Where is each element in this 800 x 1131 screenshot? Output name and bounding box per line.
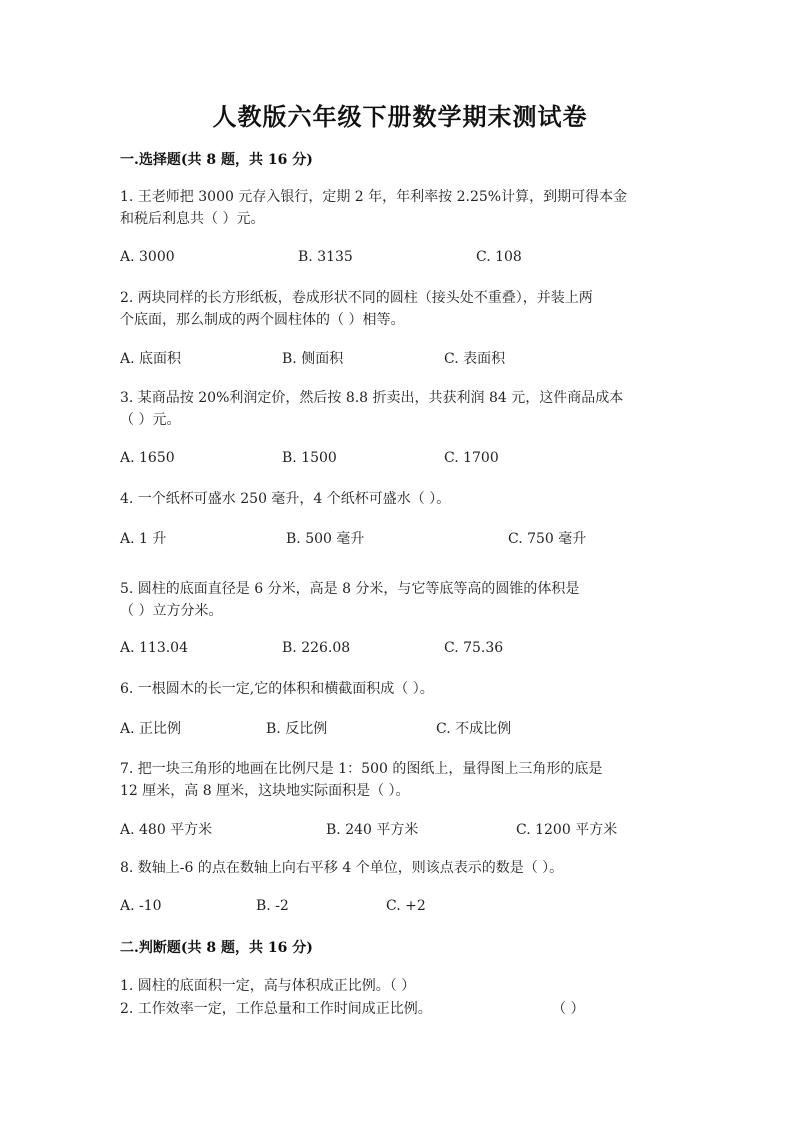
question-4-option-b: B. 500 毫升: [286, 531, 365, 547]
question-6-line1: 6. 一根圆木的长一定,它的体积和横截面积成（ ）。: [120, 681, 434, 697]
question-3-option-b: B. 1500: [282, 450, 337, 466]
question-6-option-a: A. 正比例: [120, 721, 182, 737]
question-3-option-a: A. 1650: [120, 450, 175, 466]
question-7-option-c: C. 1200 平方米: [516, 822, 618, 838]
question-5-option-b: B. 226.08: [282, 640, 351, 656]
question-3-line2: （ ）元。: [120, 412, 181, 428]
question-8-option-a: A. -10: [120, 898, 162, 914]
section-heading-choice: 一.选择题(共 8 题，共 16 分): [120, 152, 313, 168]
question-7: [120, 758, 680, 802]
question-5-option-c: C. 75.36: [444, 640, 504, 656]
section-heading-judgement: 二.判断题(共 8 题，共 16 分): [120, 940, 313, 956]
question-3-line1: 3. 某商品按 20%利润定价，然后按 8.8 折卖出，共获利润 84 元，这件商品成本: [120, 390, 624, 406]
question-7-option-b: B. 240 平方米: [326, 822, 419, 838]
question-4-option-c: C. 750 毫升: [508, 531, 587, 547]
question-4: [120, 488, 680, 510]
question-3: [120, 387, 680, 431]
question-5-line1: 5. 圆柱的底面直径是 6 分米，高是 8 分米，与它等底等高的圆锥的体积是: [120, 581, 580, 597]
question-5-option-a: A. 113.04: [120, 640, 188, 656]
question-4-option-a: A. 1 升: [120, 531, 167, 547]
question-2-line1: 2. 两块同样的长方形纸板，卷成形状不同的圆柱（接头处不重叠），并装上两: [120, 290, 593, 306]
question-8-option-c: C. +2: [386, 898, 426, 914]
question-6: [120, 678, 680, 700]
judgement-item-2: 2. 工作效率一定，工作总量和工作时间成正比例。: [120, 1001, 432, 1017]
question-5: [120, 578, 680, 622]
question-8-line1: 8. 数轴上-6 的点在数轴上向右平移 4 个单位，则该点表示的数是（ ）。: [120, 860, 564, 876]
question-7-line2: 12 厘米，高 8 厘米，这块地实际面积是（ ）。: [120, 783, 410, 799]
question-4-line1: 4. 一个纸杯可盛水 250 毫升，4 个纸杯可盛水（ ）。: [120, 491, 451, 507]
question-2-option-c: C. 表面积: [444, 351, 506, 367]
question-1-option-b: B. 3135: [298, 249, 353, 265]
question-1-option-a: A. 3000: [120, 249, 175, 265]
question-5-line2: （ ）立方分米。: [120, 603, 223, 619]
question-8-option-b: B. -2: [256, 898, 289, 914]
question-6-option-c: C. 不成比例: [436, 721, 512, 737]
question-2-line2: 个底面，那么制成的两个圆柱体的（ ）相等。: [120, 312, 405, 328]
question-3-option-c: C. 1700: [444, 450, 499, 466]
question-7-line1: 7. 把一块三角形的地画在比例尺是 1：500 的图纸上，量得图上三角形的底是: [120, 761, 603, 777]
judgement-item-1: 1. 圆柱的底面积一定，高与体积成正比例。（ ）: [120, 978, 416, 994]
page-title: 人教版六年级下册数学期末测试卷: [212, 102, 588, 131]
judgement-item-2-blank: （ ）: [552, 1001, 585, 1017]
question-2-option-b: B. 侧面积: [282, 351, 344, 367]
question-1: [120, 186, 680, 230]
question-1-line1: 1. 王老师把 3000 元存入银行，定期 2 年，年利率按 2.25%计算，到期可得本金: [120, 189, 628, 205]
question-1-option-c: C. 108: [476, 249, 522, 265]
question-2-option-a: A. 底面积: [120, 351, 182, 367]
question-2: [120, 287, 680, 331]
question-6-option-b: B. 反比例: [266, 721, 328, 737]
question-8: [120, 857, 680, 879]
question-7-option-a: A. 480 平方米: [120, 822, 213, 838]
question-1-line2: 和税后利息共（ ）元。: [120, 211, 265, 227]
